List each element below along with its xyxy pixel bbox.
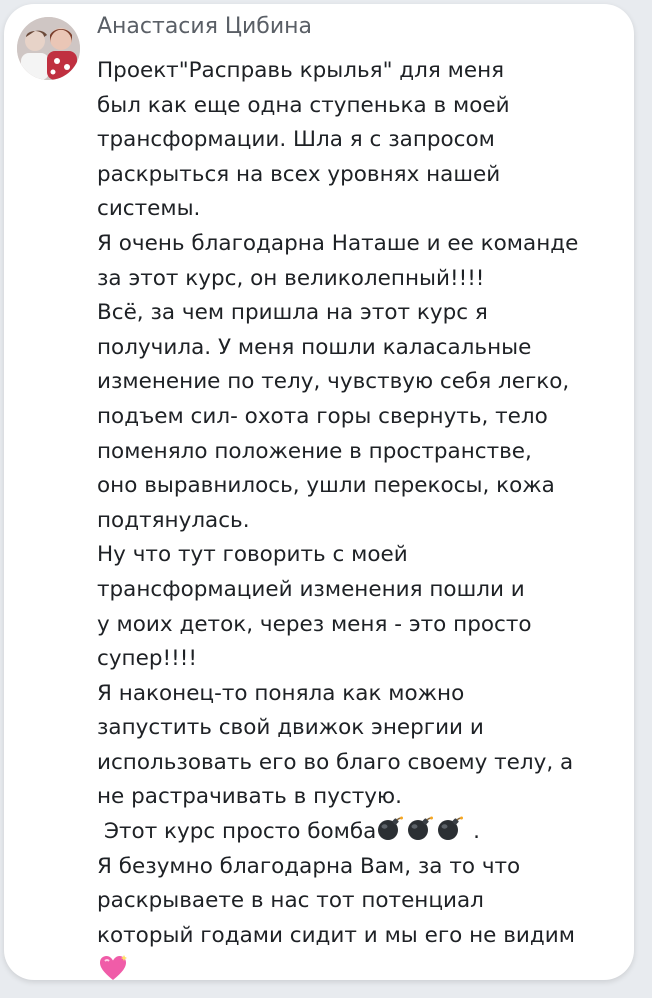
comment-line: супер!!!!	[97, 646, 197, 672]
comment-line: раскрываете в нас тот потенциал	[97, 888, 484, 914]
bomb-icon	[376, 815, 403, 842]
comment-line: раскрыться на всех уровнях нашей	[97, 161, 501, 187]
comment-line: трансформацией изменения пошли и	[97, 576, 525, 602]
author-name[interactable]: Анастасия Цибина	[97, 14, 313, 39]
bomb-line-text: Этот курс просто бомба	[104, 819, 377, 845]
comment-line: Проект"Расправь крылья" для меня	[97, 58, 505, 83]
comment-line: подъем сил- охота горы свернуть, тело	[97, 403, 548, 429]
bomb-line-end: .	[466, 819, 480, 845]
comment-line: Ну что тут говорить с моей	[97, 542, 408, 568]
comment-line: был как еще одна ступенька в моей	[97, 92, 510, 118]
comment-line: изменение по телу, чувствую себя легко,	[97, 369, 570, 395]
comment-line: Я безумно благодарна Вам, за то что	[97, 853, 521, 879]
comment-line: подтянулась.	[97, 507, 250, 533]
comment-line: запустить свой движок энергии и	[97, 715, 484, 741]
comment-line: поменяло положение в пространстве,	[97, 438, 532, 464]
comment-line: у моих деток, через меня - это просто	[97, 611, 532, 637]
comment-line: не растрачивать в пустую.	[97, 784, 402, 810]
comment-text	[97, 54, 627, 989]
bomb-icon	[406, 815, 433, 842]
comment-line: который годами сидит и мы его не видим	[97, 922, 575, 948]
comment-line: трансформации. Шла я с запросом	[97, 127, 495, 153]
sparkling-heart-icon	[97, 953, 129, 983]
comment-line: Я очень благодарна Наташе и ее команде	[97, 230, 579, 256]
comment-card	[4, 4, 634, 980]
comment-line-heart	[97, 953, 627, 989]
comment-line: использовать его во благо своему телу, а	[97, 749, 574, 775]
comment-line: Я наконец-то поняла как можно	[97, 680, 465, 706]
avatar[interactable]	[17, 17, 80, 80]
comment-line: оно выравнилось, ушли перекосы, кожа	[97, 473, 555, 499]
bomb-icon	[436, 815, 463, 842]
comment-line: получила. У меня пошли каласальные	[97, 334, 532, 360]
comment-line: Всё, за чем пришла на этот курс я	[97, 300, 488, 326]
comment-line-bomb	[97, 815, 627, 850]
comment-line: системы.	[97, 196, 201, 222]
comment-line: за этот курс, он великолепный!!!!	[97, 265, 485, 291]
